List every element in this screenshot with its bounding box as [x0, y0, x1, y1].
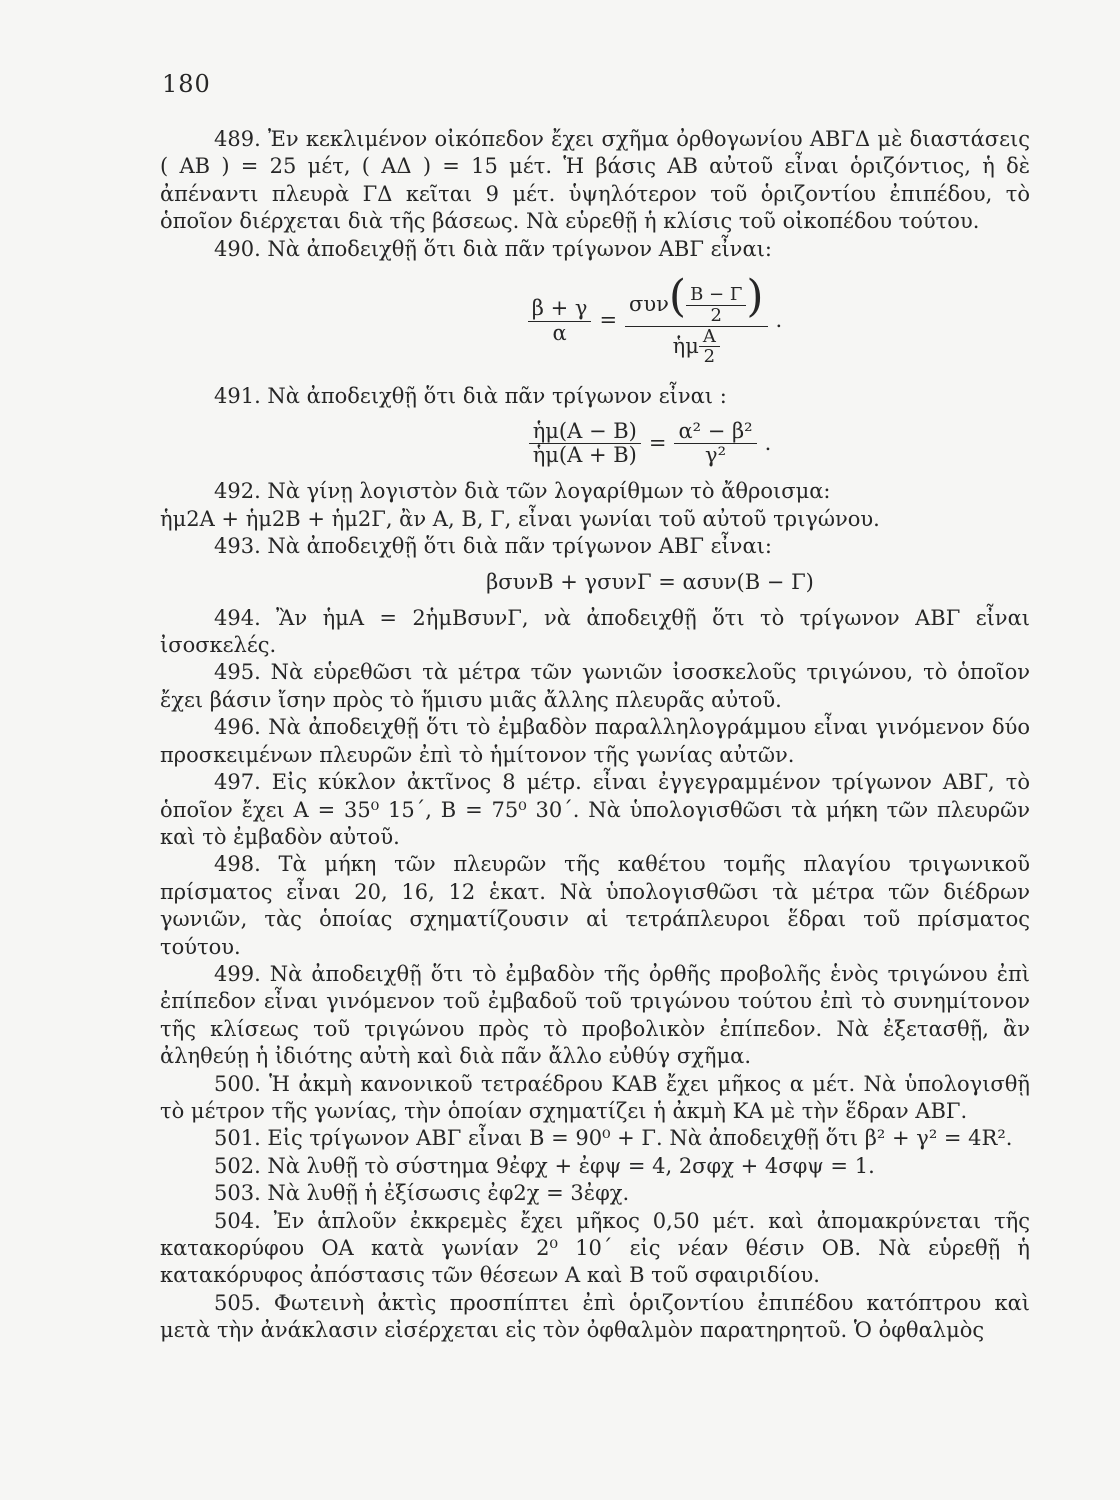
exercise-503: 503. Νὰ λυθῇ ἡ ἐξίσωσις ἐφ2χ = 3ἐφχ.: [214, 1181, 630, 1206]
formula-491-lhs: [529, 420, 641, 467]
exercise-491: 491. Νὰ ἀποδειχθῇ ὅτι διὰ πᾶν τρίγωνον εἶναι :: [214, 384, 727, 409]
formula-490-lhs-den: α: [552, 320, 567, 345]
formula-490-lhs: [528, 297, 592, 344]
formula-491-rhs-num: α² − β²: [674, 420, 756, 444]
exercise-500: 500. Ἡ ἀκμὴ κανονικοῦ τετραέδρου ΚΑΒ ἔχει μῆκος α μέτ. Νὰ ὑπολογισθῇ τὸ μέτρον τῆς γωνίας, τὴν ὁποίαν σχηματίζει ἡ ἀκμὴ ΚΑ μὲ τὴν ἕδραν ΑΒΓ.: [160, 1071, 1030, 1123]
exercise-502: 502. Νὰ λυθῇ τὸ σύστημα 9ἐφχ + ἐφψ = 4, 2σφχ + 4σφψ = 1.: [214, 1153, 875, 1178]
formula-490: [160, 263, 1030, 379]
formula-490-half-num: Α: [699, 327, 720, 348]
formula-491-rhs-den: γ²: [705, 442, 727, 467]
formula-491-eq: =: [648, 430, 667, 455]
exercise-494: 494. Ἂν ἡμΑ = 2ἡμΒσυνΓ, νὰ ἀποδειχθῇ ὅτι τὸ τρίγωνον ΑΒΓ εἶναι ἰσοσκελές.: [160, 605, 1030, 658]
formula-490-inner-den: 2: [710, 304, 722, 326]
exercise-489: 489. Ἐν κεκλιμένον οἰκόπεδον ἔχει σχῆμα ὀρθογωνίου ΑΒΓΔ μὲ διαστάσεις ( ΑΒ ) = 25 μέτ, ( ΑΔ ) = 15 μέτ. Ἡ βάσις ΑΒ αὐτοῦ εἶναι ὁριζόντιος, ἡ δὲ ἀπέναντι πλευρὰ ΓΔ κεῖται 9 μέτ. ὑψηλότερον τοῦ ὁριζοντίου ἐπιπέδου, τὸ ὁποῖον διέρχεται διὰ τῆς βάσεως. Νὰ εὑρεθῇ ἡ κλίσις τοῦ οἰκοπέδου τούτου.: [160, 127, 1030, 234]
exercise-492: 492. Νὰ γίνῃ λογιστὸν διὰ τῶν λογαρίθμων τὸ ἄθροισμα:: [214, 479, 831, 504]
formula-490-rhs-num: [625, 270, 767, 327]
exercise-501: 501. Εἰς τρίγωνον ΑΒΓ εἶναι Β = 90⁰ + Γ. Νὰ ἀποδειχθῇ ὅτι β² + γ² = 4R².: [214, 1126, 1013, 1151]
exercise-492-sum: ἡμ2Α + ἡμ2Β + ἡμ2Γ, ἂν Α, Β, Γ, εἶναι γωνίαι τοῦ αὐτοῦ τριγώνου.: [160, 506, 880, 531]
exercise-495: 495. Νὰ εὑρεθῶσι τὰ μέτρα τῶν γωνιῶν ἰσοσκελοῦς τριγώνου, τὸ ὁποῖον ἔχει βάσιν ἴσην πρὸς τὸ ἥμισυ μιᾶς ἄλλης πλευρᾶς αὐτοῦ.: [160, 660, 1030, 712]
formula-490-cos: συν: [629, 291, 669, 316]
formula-491-end: .: [764, 430, 772, 455]
formula-490-lhs-num: β + γ: [528, 297, 592, 321]
left-paren: (: [668, 270, 687, 322]
exercise-504: 504. Ἐν ἁπλοῦν ἐκκρεμὲς ἔχει μῆκος 0,50 μέτ. καὶ ἀπομακρύνεται τῆς κατακορύφου ΟΑ κατὰ γωνίαν 2⁰ 10΄ εἰς νέαν θέσιν ΟΒ. Νὰ εὑρεθῇ ἡ κατακόρυφος ἀπόστασις τῶν θέσεων Α καὶ Β τοῦ σφαιριδίου.: [160, 1208, 1030, 1288]
exercise-498: 498. Τὰ μήκη τῶν πλευρῶν τῆς καθέτου τομῆς πλαγίου τριγωνικοῦ πρίσματος εἶναι 20, 16, 12 ἑκατ. Νὰ ὑπολογισθῶσι τὰ μέτρα τῶν διέδρων γωνιῶν, τὰς ὁποίας σχηματίζουσιν αἱ τετράπλευροι ἕδραι τοῦ πρίσματος τούτου.: [160, 852, 1030, 959]
formula-490-end: .: [775, 308, 783, 333]
formula-490-inner: [686, 285, 746, 326]
formula-490-half-angle: [699, 327, 720, 368]
formula-490-inner-num: Β − Γ: [686, 285, 746, 306]
formula-490-rhs: [625, 270, 767, 368]
formula-490-rhs-den: [669, 327, 724, 368]
exercise-499: 499. Νὰ ἀποδειχθῇ ὅτι τὸ ἐμβαδὸν τῆς ὀρθῆς προβολῆς ἑνὸς τριγώνου ἐπὶ ἐπίπεδον εἶναι γινόμενον τοῦ ἐμβαδοῦ τοῦ τριγώνου τούτου ἐπὶ τὸ συνημίτονον τῆς κλίσεως τοῦ τριγώνου πρὸς τὸ προβολικὸν ἐπίπεδον. Νὰ ἐξετασθῇ, ἂν ἀληθεύῃ ἡ ἰδιότης αὐτὴ καὶ διὰ πᾶν ἄλλο εὐθύγ σχῆμα.: [160, 961, 1030, 1069]
exercise-490: 490. Νὰ ἀποδειχθῇ ὅτι διὰ πᾶν τρίγωνον ΑΒΓ εἶναι:: [214, 236, 772, 261]
exercise-list: [160, 126, 1030, 1345]
right-paren: ): [746, 270, 764, 322]
exercise-493: 493. Νὰ ἀποδειχθῇ ὅτι διὰ πᾶν τρίγωνον ΑΒΓ εἶναι:: [214, 534, 772, 559]
formula-490-eq: =: [599, 308, 618, 333]
exercise-496: 496. Νὰ ἀποδειχθῇ ὅτι τὸ ἐμβαδὸν παραλληλογράμμου εἶναι γινόμενον δύο προσκειμένων πλευρῶν ἐπὶ τὸ ἡμίτονον τῆς γωνίας αὐτῶν.: [160, 715, 1030, 767]
exercise-497: 497. Εἰς κύκλον ἀκτῖνος 8 μέτρ. εἶναι ἐγγεγραμμένον τρίγωνον ΑΒΓ, τὸ ὁποῖον ἔχει Α = 35⁰ 15΄, Β = 75⁰ 30΄. Νὰ ὑπολογισθῶσι τὰ μήκη τῶν πλευρῶν καὶ τὸ ἐμβαδὸν αὐτοῦ.: [160, 770, 1030, 849]
formula-491: [160, 412, 1030, 474]
page-number: 180: [162, 70, 211, 98]
formula-490-sin: ἡμ: [672, 333, 699, 358]
formula-490-half-den: 2: [703, 346, 716, 368]
exercise-505: 505. Φωτεινὴ ἀκτὶς προσπίπτει ἐπὶ ὁριζοντίου ἐπιπέδου κατόπτρου καὶ μετὰ τὴν ἀνάκλασιν εἰσέρχεται εἰς τὸν ὀφθαλμὸν παρατηρητοῦ. Ὁ ὀφθαλμὸς: [160, 1290, 1030, 1343]
formula-491-rhs: [674, 420, 756, 467]
formula-491-lhs-num: ἡμ(Α − Β): [529, 420, 641, 444]
formula-491-lhs-den: ἡμ(Α + Β): [532, 442, 637, 467]
formula-493: βσυνΒ + γσυνΓ = ασυν(Β − Γ): [486, 569, 814, 594]
